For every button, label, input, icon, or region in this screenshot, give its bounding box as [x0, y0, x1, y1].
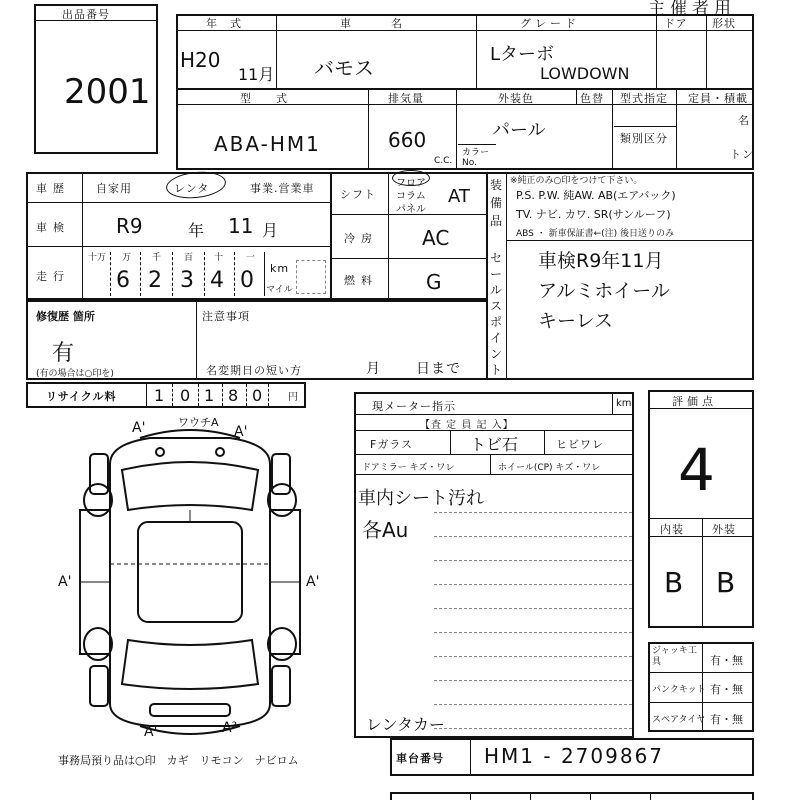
shift-option-floor: フロア: [396, 178, 426, 189]
aircon-value: AC: [422, 226, 450, 250]
displacement-label: 排気量: [388, 92, 424, 105]
shape-label: 形状: [712, 17, 736, 30]
recycle-unit: 円: [288, 392, 298, 403]
recycle-digit-5: 0: [252, 386, 263, 405]
inspection-label: 車検: [36, 221, 70, 234]
mile-box: [296, 260, 326, 294]
capacity-unit: 名: [738, 114, 750, 127]
name-change-month-unit: 月: [366, 361, 381, 377]
mileage-digit-10k: 6: [116, 268, 130, 293]
grade-label: グレード: [520, 17, 580, 30]
door-label: ドア: [664, 17, 688, 30]
mileage-digit-10: 4: [210, 268, 224, 293]
type-designation-label: 型式指定: [620, 92, 668, 105]
sales-point-line-1: 車検R9年11月: [538, 250, 664, 272]
shift-option-panel: パネル: [396, 204, 426, 215]
repair-note: (有の場合は○印を): [36, 369, 114, 379]
inspection-year-unit: 年: [188, 221, 206, 240]
tool-puncture-value: 有・無: [710, 683, 743, 696]
month-value: 11月: [238, 65, 275, 84]
inspection-month: 11: [228, 214, 254, 238]
history-option-private: 自家用: [96, 182, 132, 195]
history-option-rental: レンタ: [174, 182, 210, 195]
meter-unit: km: [616, 398, 632, 409]
recycle-digit-4: 8: [228, 386, 239, 405]
history-option-business: 事業.営業車: [250, 182, 315, 195]
digit-label-10: 十: [214, 253, 224, 263]
recycle-digit-2: 0: [180, 386, 191, 405]
name-change-day-unit: 日まで: [416, 361, 461, 377]
fuel-label: 燃料: [344, 274, 378, 287]
meter-note-1: 車内シート汚れ: [358, 488, 484, 509]
f-glass-label: Fガラス: [370, 438, 413, 451]
displacement-value: 660: [388, 128, 427, 152]
car-diagram: [40, 414, 340, 744]
equipment-label: 装備品: [490, 178, 503, 228]
damage-mark-rear-left: A': [144, 724, 158, 740]
mileage-digit-1: 0: [240, 268, 254, 293]
recycle-digit-1: 1: [154, 386, 165, 405]
sales-point-line-3: キーレス: [538, 310, 614, 332]
category-label: 類別区分: [620, 132, 668, 145]
damage-mark-left: A': [58, 574, 72, 590]
sales-point-label: セールスポイント: [490, 251, 503, 377]
chassis-label: 車台番号: [396, 752, 444, 765]
wheel-label: ホイール(CP) キズ・ワレ: [498, 463, 601, 473]
damage-mark-rear-right: A²: [222, 720, 238, 736]
rating-label: 評価点: [672, 395, 717, 408]
equipment-note: ※純正のみ○印をつけて下さい。: [510, 176, 643, 186]
hibiware-label: ヒビワレ: [556, 438, 604, 451]
digit-label-1: 一: [246, 253, 256, 263]
exterior-label: 外装色: [498, 92, 534, 105]
meter-note-3: レンタカー: [366, 715, 445, 734]
tool-jack-value: 有・無: [710, 654, 743, 667]
name-change-label: 名変期日の短い方: [206, 364, 302, 377]
year-label: 年 式: [206, 17, 242, 30]
damage-mark-right: A': [306, 574, 320, 590]
tool-spare-value: 有・無: [710, 713, 743, 726]
rating-value: 4: [678, 436, 715, 504]
chassis-value: HM1 - 2709867: [484, 744, 665, 768]
bottom-table-edge: [390, 792, 754, 800]
history-label: 車歴: [36, 182, 70, 195]
recycle-label: リサイクル料: [46, 390, 117, 403]
load-unit: トン: [730, 148, 754, 161]
shift-option-column: コラム: [396, 191, 426, 202]
capacity-label: 定員・積載: [688, 92, 748, 105]
model-value: ABA-HM1: [214, 132, 321, 156]
meter-label: 現メーター指示: [372, 400, 456, 413]
interior-label: 内装: [660, 523, 684, 536]
damage-mark-front-right: A': [234, 424, 248, 440]
digit-label-100k: 十万: [88, 253, 107, 263]
grade-value-2: LOWDOWN: [540, 64, 630, 83]
exterior-value: パール: [492, 120, 546, 141]
f-glass-value: トビ石: [470, 435, 519, 454]
tool-puncture-label: パンクキット: [652, 685, 706, 695]
door-mirror-label: ドアミラー キズ・ワレ: [362, 463, 455, 473]
fuel-value: G: [426, 270, 442, 294]
shift-label: シフト: [340, 188, 376, 201]
inspector-header: 【査 定 員 記 入】: [420, 420, 514, 431]
inspection-month-unit: 月: [262, 221, 280, 240]
damage-mark-bumper: ワウチA: [178, 416, 219, 429]
color-change-label: 色替: [580, 92, 604, 105]
interior-value: B: [664, 566, 684, 599]
name-label: 車 名: [340, 17, 408, 30]
model-label: 型 式: [240, 92, 288, 105]
digit-label-10k: 万: [122, 253, 132, 263]
mileage-digit-1k: 2: [148, 268, 162, 293]
exterior-rating-label: 外装: [712, 523, 736, 536]
mileage-digit-100: 3: [180, 268, 194, 293]
equipment-row-3: ABS ・ 新車保証書←(注) 後日送りのみ: [516, 229, 675, 239]
color-no-label: カラー No.: [462, 148, 490, 168]
tool-jack-label: ジャッキ工具: [652, 646, 697, 667]
digit-label-100: 百: [184, 253, 194, 263]
shift-selected-circle: [392, 170, 430, 186]
damage-mark-front-left: A': [132, 420, 146, 436]
equipment-row-1: P.S. P.W. 純AW. AB(エアバック): [516, 189, 676, 202]
year-value: H20: [180, 48, 221, 72]
diagram-footer: 事務局預り品は○印 カギ リモコン ナビロム: [58, 754, 299, 767]
sales-point-line-2: アルミホイール: [538, 280, 670, 302]
mileage-unit-mile: マイル: [266, 285, 293, 295]
mileage-unit-km: km: [270, 262, 290, 275]
exhibit-label: 出品番号: [62, 8, 110, 21]
aircon-label: 冷房: [344, 232, 378, 245]
shift-value: AT: [448, 186, 470, 207]
equipment-row-2: TV. ナビ. カワ. SR(サンルーフ): [516, 208, 671, 221]
repair-value: 有: [52, 341, 75, 366]
tool-spare-label: スペアタイヤ: [652, 715, 706, 725]
name-value: バモス: [314, 56, 374, 80]
repair-label: 修復歴 箇所: [36, 310, 95, 323]
grade-value-1: Lターボ: [490, 44, 555, 65]
page-title: 主催者用: [648, 0, 736, 19]
cc-unit: C.C.: [434, 156, 453, 166]
exhibit-number: 2001: [64, 72, 151, 112]
recycle-digit-3: 1: [204, 386, 215, 405]
exterior-rating-value: B: [716, 566, 736, 599]
inspection-year: R9: [116, 214, 143, 238]
mileage-label: 走行: [36, 270, 70, 283]
meter-note-2: 各Au: [362, 518, 409, 542]
digit-label-1k: 千: [152, 253, 162, 263]
caution-label: 注意事項: [202, 310, 250, 323]
